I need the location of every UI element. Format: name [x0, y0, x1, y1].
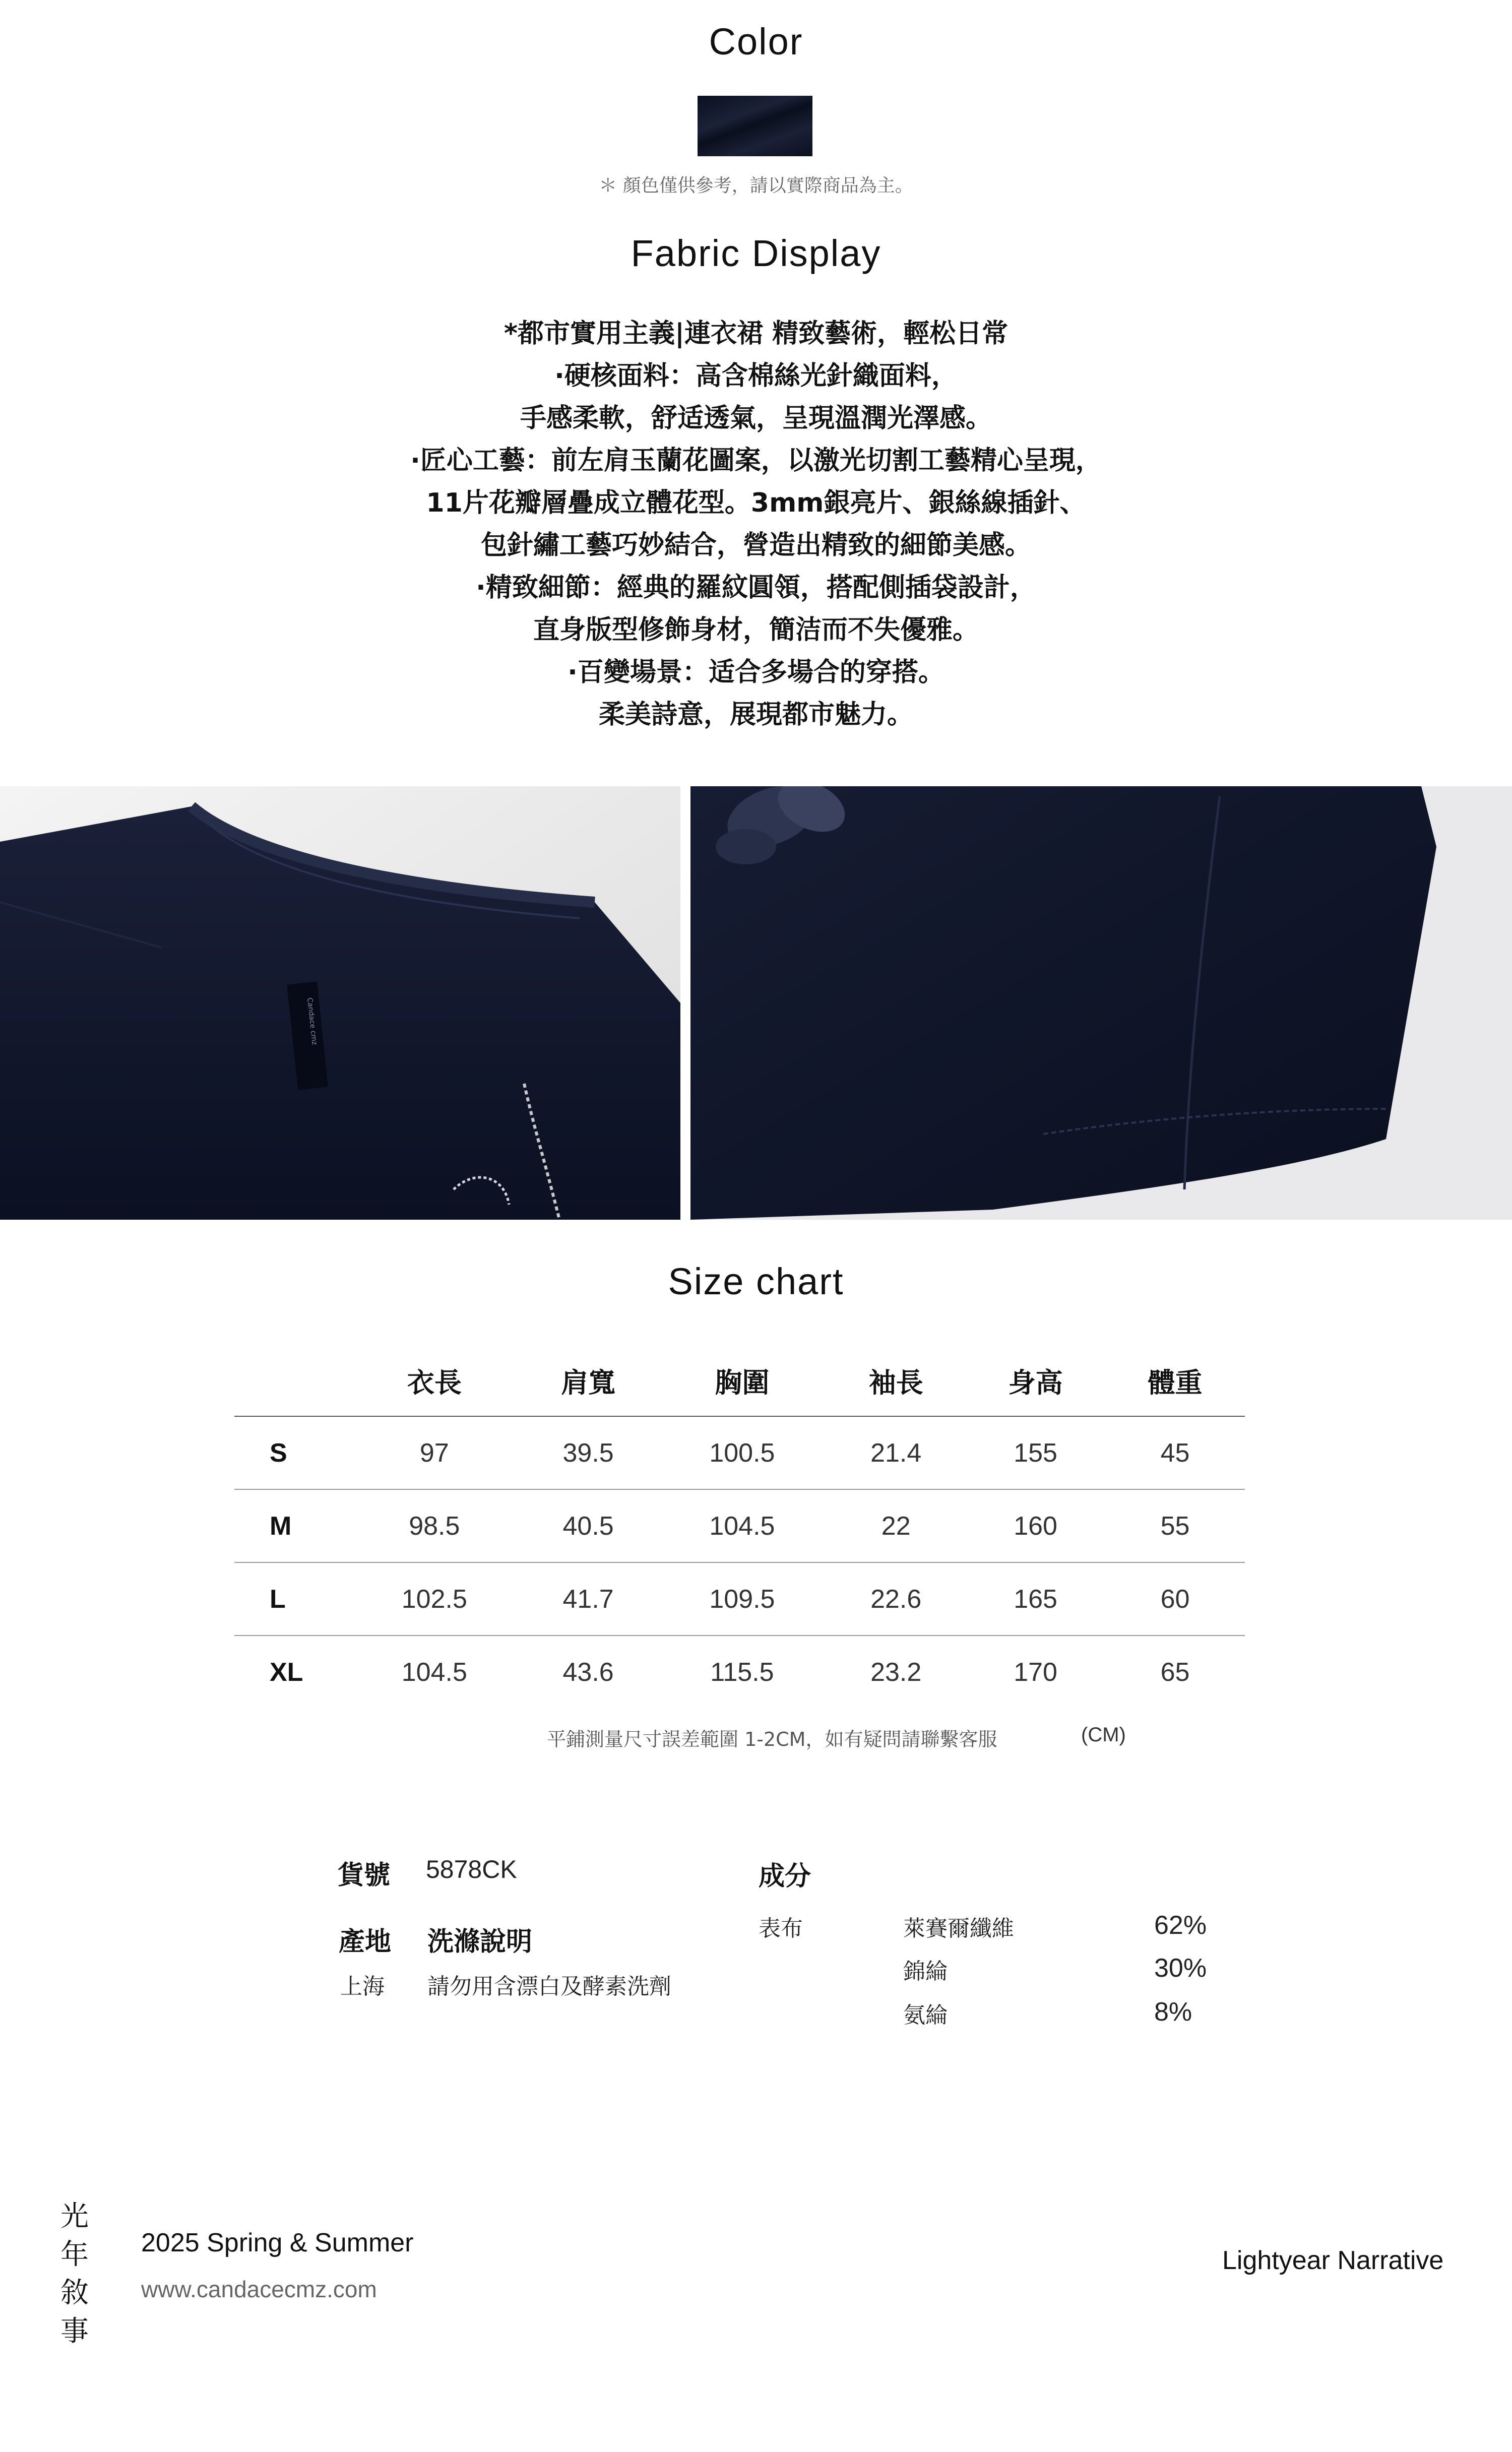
table-row — [234, 1562, 1245, 1636]
table-cell: 170 — [1014, 1658, 1057, 1687]
brand-vertical-title — [60, 2197, 96, 2351]
label-text: Candace cmz — [305, 997, 319, 1046]
wash-label: 洗滌說明 — [427, 1927, 533, 1957]
material-name: 萊賽爾纖維 — [903, 1916, 1014, 1941]
size-label: L — [234, 1562, 350, 1636]
table-cell: 43.6 — [562, 1658, 614, 1687]
table-cell: 45 — [1105, 1416, 1245, 1489]
item-no-label: 貨號 — [338, 1860, 391, 1891]
table-row — [234, 1489, 1245, 1562]
column-header: 胸圍 — [658, 1346, 827, 1416]
material-percent: 8% — [1154, 1997, 1192, 2027]
fabric-line: ·匠心工藝：前左肩玉蘭花圖案，以激光切割工藝精心呈現， — [410, 446, 1102, 476]
fabric-line: 手感柔軟，舒适透氣，呈現溫潤光澤感。 — [520, 403, 992, 433]
fabric-line: 11片花瓣層疊成立體花型。3mm銀亮片、銀絲線插針、 — [426, 488, 1086, 518]
origin-label: 產地 — [339, 1927, 392, 1957]
origin-value: 上海 — [340, 1974, 385, 1999]
table-cell: 160 — [966, 1489, 1105, 1562]
table-cell: 109.5 — [658, 1562, 827, 1636]
size-chart-title: Size chart — [668, 1261, 844, 1302]
season-text: 2025 Spring & Summer — [141, 2228, 414, 2257]
size-table — [234, 1346, 1245, 1709]
fabric-title: Fabric Display — [631, 232, 881, 274]
table-cell: 23.2 — [870, 1658, 922, 1687]
table-cell: 22.6 — [826, 1562, 966, 1636]
fabric-line: *都市實用主義|連衣裙 精致藝術，輕松日常 — [503, 319, 1009, 349]
material-name: 錦綸 — [903, 1959, 948, 1984]
item-no-value: 5878CK — [426, 1855, 517, 1883]
size-header-empty — [234, 1346, 350, 1416]
size-label: S — [234, 1416, 350, 1489]
vertical-char: 事 — [60, 2315, 89, 2348]
table-cell: 155 — [966, 1416, 1105, 1489]
table-cell: 102.5 — [350, 1562, 519, 1636]
table-cell: 40.5 — [519, 1489, 658, 1562]
table-cell: 97 — [350, 1416, 519, 1489]
size-label: M — [234, 1489, 350, 1562]
color-swatch[interactable] — [698, 96, 812, 156]
table-row — [234, 1416, 1245, 1489]
table-cell: 165 — [966, 1562, 1105, 1636]
table-cell: 65 — [1160, 1658, 1190, 1687]
color-title: Color — [709, 21, 803, 62]
sleeve-detail-photo — [690, 786, 1512, 1220]
table-cell: 22 — [826, 1489, 966, 1562]
column-header: 衣長 — [350, 1346, 519, 1416]
table-cell: 104.5 — [658, 1489, 827, 1562]
table-cell: 60 — [1105, 1562, 1245, 1636]
fabric-label: 表布 — [759, 1916, 803, 1941]
column-header: 體重 — [1105, 1346, 1245, 1416]
column-header: 袖長 — [826, 1346, 966, 1416]
column-header: 肩寬 — [519, 1346, 658, 1416]
size-label: XL — [270, 1658, 303, 1687]
fabric-description — [0, 312, 1512, 736]
vertical-char: 光 — [60, 2200, 89, 2233]
table-cell: 98.5 — [350, 1489, 519, 1562]
fabric-line: ·精致細節：經典的羅紋圓領，搭配側插袋設計， — [476, 573, 1036, 603]
size-unit: (CM) — [1081, 1724, 1126, 1746]
material-name: 氨綸 — [903, 2002, 948, 2028]
size-note: 平鋪測量尺寸誤差範圍 1-2CM，如有疑問請聯繫客服 — [547, 1728, 997, 1750]
table-cell: 21.4 — [826, 1416, 966, 1489]
fabric-line: ·百變場景：适合多場合的穿搭。 — [568, 657, 944, 687]
fabric-line: 直身版型修飾身材，簡洁而不失優雅。 — [533, 615, 979, 645]
table-cell: 100.5 — [658, 1416, 827, 1489]
collar-detail-photo — [0, 786, 680, 1220]
table-cell: 41.7 — [519, 1562, 658, 1636]
table-cell: 55 — [1105, 1489, 1245, 1562]
table-cell: 115.5 — [710, 1658, 774, 1687]
vertical-char: 敘 — [60, 2277, 89, 2309]
composition-label: 成分 — [759, 1861, 811, 1892]
table-row — [234, 1636, 1245, 1709]
fabric-line: 柔美詩意，展現都市魅力。 — [598, 700, 913, 730]
table-cell: 39.5 — [519, 1416, 658, 1489]
vertical-char: 年 — [60, 2238, 89, 2271]
wash-value: 請勿用含漂白及酵素洗劑 — [427, 1974, 671, 1999]
material-percent: 62% — [1154, 1911, 1207, 1940]
column-header: 身高 — [966, 1346, 1105, 1416]
table-cell: 104.5 — [401, 1658, 467, 1687]
size-table-header — [234, 1346, 1245, 1416]
collection-name: Lightyear Narrative — [1222, 2246, 1444, 2275]
color-note: ＊ 顏色僅供參考，請以實際商品為主。 — [599, 175, 913, 196]
fabric-line: 包針繡工藝巧妙結合，營造出精致的細節美感。 — [480, 530, 1031, 560]
material-percent: 30% — [1154, 1954, 1207, 1983]
website-link[interactable]: www.candacecmz.com — [141, 2276, 377, 2302]
fabric-line: ·硬核面料：高含棉絲光針織面料， — [554, 361, 958, 391]
